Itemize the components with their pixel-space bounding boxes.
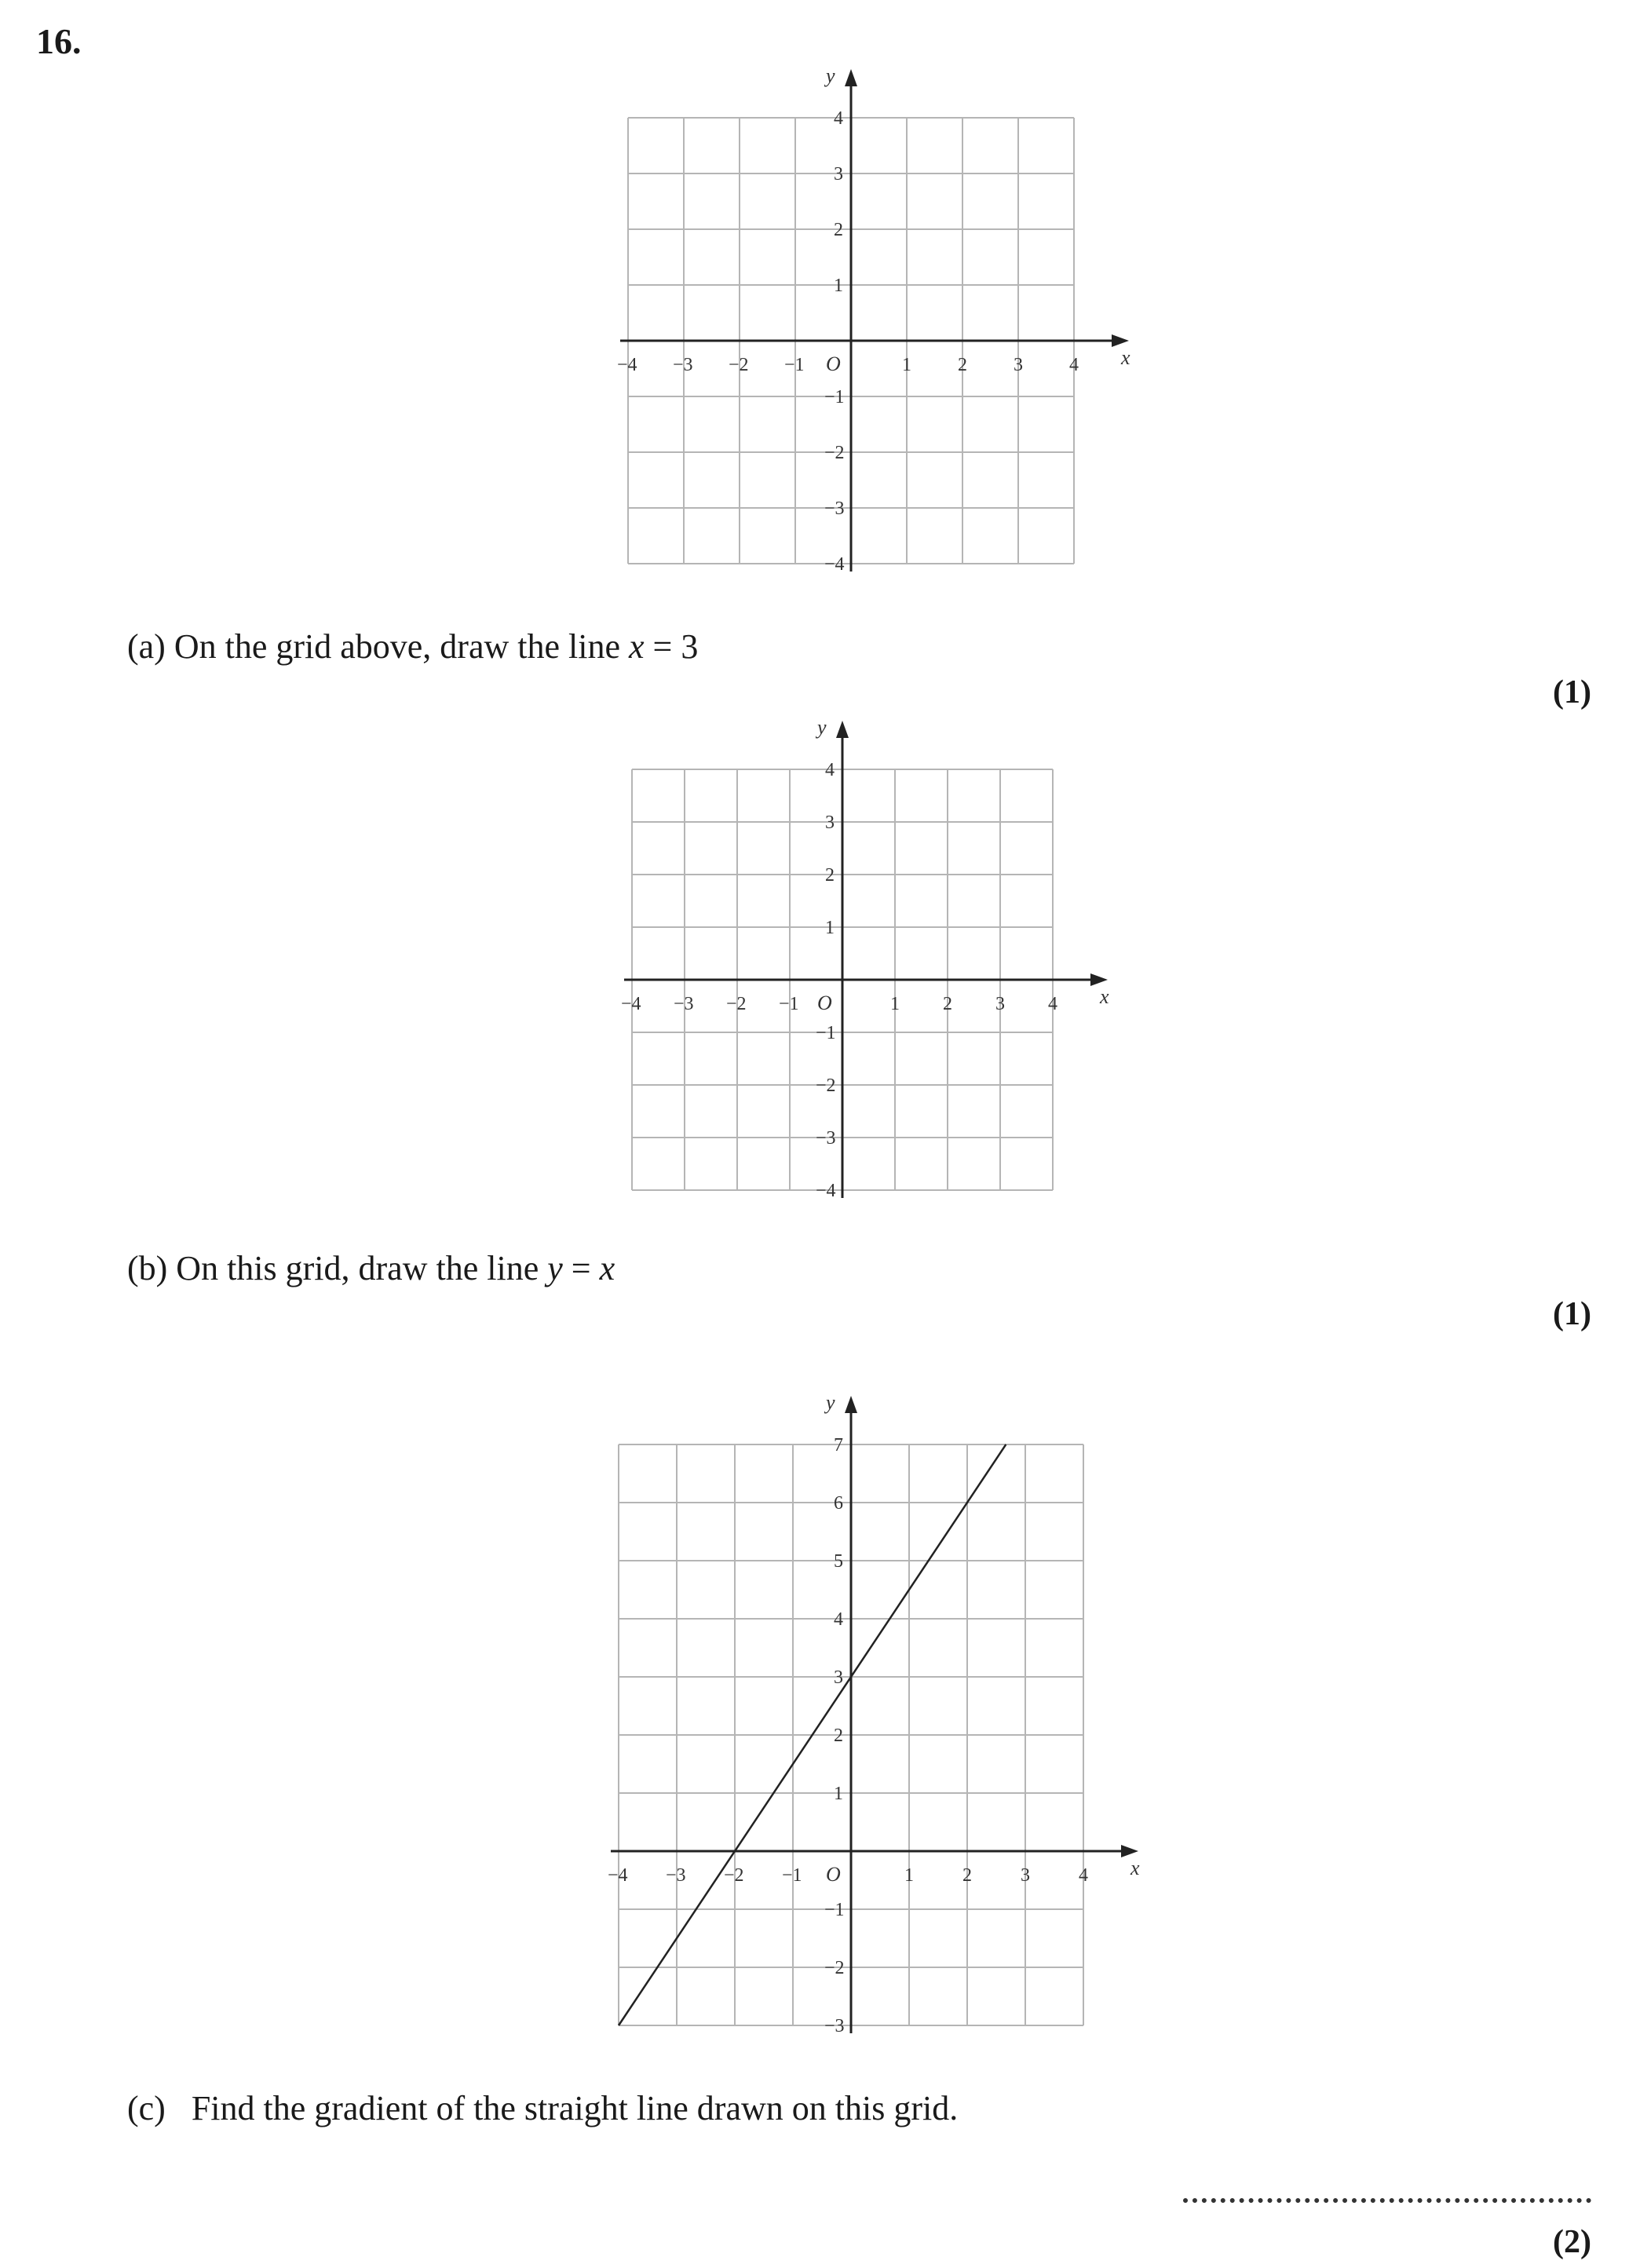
y-tick-label: 3 <box>834 1667 843 1688</box>
y-tick-label: 4 <box>834 108 843 129</box>
x-tick-label: 3 <box>995 994 1005 1014</box>
part-c-text: (c) Find the gradient of the straight line drawn on this grid. <box>127 2089 959 2127</box>
x-tick-label: 4 <box>1048 994 1057 1014</box>
part-b-marks: (1) <box>1553 1296 1591 1332</box>
y-tick-label: 3 <box>825 813 835 833</box>
y-tick-label: 4 <box>825 760 835 780</box>
x-tick-label: −2 <box>726 994 747 1014</box>
y-tick-label: 1 <box>834 1784 843 1804</box>
x-tick-label: −1 <box>784 355 805 375</box>
x-tick-label: 3 <box>1021 1865 1030 1886</box>
part-a-marks: (1) <box>1553 674 1591 710</box>
y-axis-arrow <box>845 1396 857 1413</box>
x-axis-arrow <box>1112 334 1129 347</box>
coordinate-grid-a <box>597 55 1146 581</box>
y-tick-label: −1 <box>816 1023 836 1043</box>
y-tick-label: −4 <box>816 1181 836 1201</box>
x-tick-label: −3 <box>673 355 693 375</box>
y-tick-label: 1 <box>834 276 843 296</box>
y-tick-label: −3 <box>824 499 845 519</box>
y-axis-arrow <box>845 69 857 86</box>
x-axis-arrow <box>1121 1845 1138 1857</box>
x-tick-label: 3 <box>1014 355 1023 375</box>
x-tick-label: 2 <box>943 994 952 1014</box>
question-number: 16. <box>36 21 82 61</box>
x-tick-label: 1 <box>902 355 911 375</box>
coordinate-grid-b <box>608 703 1158 1205</box>
y-tick-label: 6 <box>834 1493 843 1514</box>
part-b-text: (b) On this grid, draw the line y = x <box>127 1249 615 1287</box>
y-tick-label: 2 <box>834 220 843 240</box>
x-tick-label: 2 <box>958 355 967 375</box>
x-tick-label: −1 <box>782 1865 802 1886</box>
x-tick-label: 4 <box>1069 355 1079 375</box>
y-tick-label: 4 <box>834 1609 843 1630</box>
y-tick-label: −3 <box>816 1128 836 1149</box>
y-axis-label: y <box>826 64 835 87</box>
y-axis-arrow <box>836 721 849 738</box>
origin-label: O <box>826 352 841 375</box>
y-tick-label: −1 <box>824 1900 845 1920</box>
y-tick-label: −2 <box>824 443 845 463</box>
part-a-text: (a) On the grid above, draw the line x = 3 <box>127 627 699 666</box>
y-tick-label: −4 <box>824 554 845 575</box>
x-tick-label: −3 <box>674 994 694 1014</box>
x-tick-label: −2 <box>729 355 749 375</box>
x-tick-label: 1 <box>904 1865 914 1886</box>
origin-label: O <box>826 1863 841 1886</box>
x-tick-label: −4 <box>608 1865 628 1886</box>
y-tick-label: 7 <box>834 1435 843 1455</box>
y-tick-label: 2 <box>834 1726 843 1746</box>
y-axis-label: y <box>826 1391 835 1414</box>
x-tick-label: −4 <box>617 355 637 375</box>
x-axis-arrow <box>1090 973 1108 986</box>
answer-line[interactable] <box>1183 2190 1591 2203</box>
x-axis-label: x <box>1100 985 1109 1008</box>
x-tick-label: 4 <box>1079 1865 1088 1886</box>
coordinate-grid-c <box>589 1382 1154 2041</box>
y-tick-label: −3 <box>824 2016 845 2036</box>
y-tick-label: 1 <box>825 918 835 938</box>
x-tick-label: 2 <box>962 1865 972 1886</box>
x-tick-label: −2 <box>724 1865 744 1886</box>
y-tick-label: 3 <box>834 164 843 184</box>
x-tick-label: −1 <box>779 994 799 1014</box>
x-tick-label: 1 <box>890 994 900 1014</box>
x-tick-label: −3 <box>666 1865 686 1886</box>
y-tick-label: −2 <box>824 1958 845 1978</box>
y-axis-label: y <box>817 716 827 739</box>
y-tick-label: 2 <box>825 865 835 886</box>
x-axis-label: x <box>1130 1857 1140 1879</box>
part-c-marks: (2) <box>1553 2224 1591 2260</box>
origin-label: O <box>817 992 832 1014</box>
y-tick-label: 5 <box>834 1551 843 1572</box>
y-tick-label: −1 <box>824 387 845 407</box>
x-axis-label: x <box>1121 346 1130 369</box>
x-tick-label: −4 <box>621 994 641 1014</box>
y-tick-label: −2 <box>816 1076 836 1096</box>
